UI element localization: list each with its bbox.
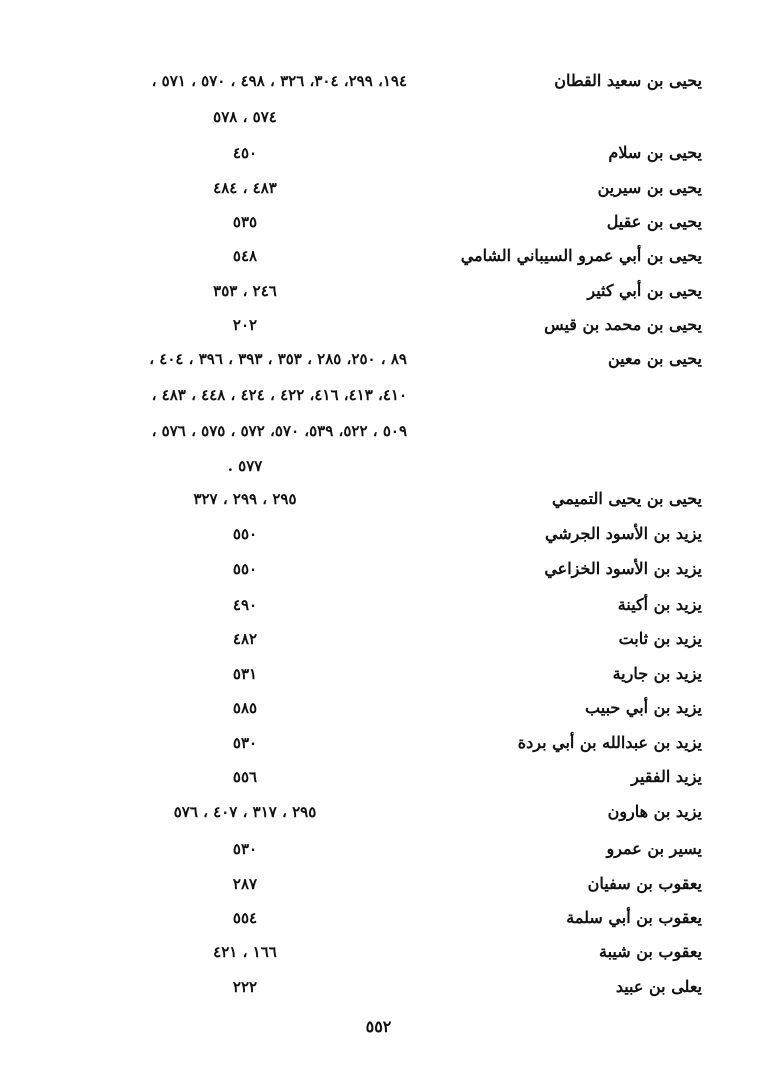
index-entry [0,138,757,168]
index-entry [0,310,757,340]
entry-pages: ٢٠٢ [232,316,258,334]
entry-pages: ١٩٤، ٢٩٩، ٣٠٤، ٣٢٦ ، ٤٩٨ ، ٥٧٠ ، ٥٧١ ، [151,72,407,90]
entry-pages: ٨٩ ، ٢٥٠، ٢٨٥ ، ٣٥٣ ، ٣٩٣ ، ٣٩٦ ، ٤٠٤ ، [149,350,407,368]
index-entry [0,869,757,899]
entry-pages: ٥٠٩ ، ٥٢٢، ٥٣٩، ٥٧٠، ٥٧٢ ، ٥٧٥ ، ٥٧٦ ، [151,422,407,440]
index-entry-continuation [0,451,757,481]
entry-pages: ٥٧٤ ، ٥٧٨ [213,108,277,126]
index-entry [0,590,757,620]
entry-pages: ٢٨٧ [232,875,258,893]
entry-pages: ٥٥٠ [232,525,258,543]
index-entry [0,519,757,549]
entry-name: يعلى بن عبيد [615,977,702,996]
entry-pages: ٥٣٥ [232,213,258,231]
entry-name: يحيى بن سلام [608,143,702,162]
entry-name: يزيد بن الأسود الخزاعي [544,559,702,578]
entry-name: يزيد بن أبي حبيب [585,698,702,717]
entry-name: يحيى بن أبي كثير [587,281,702,300]
index-entry [0,173,757,203]
index-entry-continuation [0,416,757,446]
index-entry [0,903,757,933]
entry-name: يسير بن عمرو [606,839,702,858]
entry-pages: ٢٤٦ ، ٣٥٣ [213,282,277,300]
entry-pages: ٤٩٠ [232,596,258,614]
index-entry [0,972,757,1002]
index-entry [0,762,757,792]
index-entry [0,797,757,827]
entry-name: يحيى بن محمد بن قيس [544,315,702,334]
entry-pages: ٤١٠، ٤١٣، ٤١٦، ٤٢٢ ، ٤٢٤ ، ٤٤٨ ، ٤٨٣ ، [151,386,407,404]
entry-pages: ٥٣١ [232,665,258,683]
entry-name: يحيى بن معين [607,349,702,368]
entry-name: يزيد بن ثابت [618,629,702,648]
entry-name: يحيى بن سعيد القطان [554,71,702,90]
index-entry [0,693,757,723]
entry-name: يحيى بن يحيى التميمي [551,489,702,508]
index-entry [0,484,757,514]
entry-pages: ١٦٦ ، ٤٢١ [213,943,277,961]
index-entry [0,241,757,271]
index-entry [0,659,757,689]
entry-name: يعقوب بن شيبة [598,942,702,961]
index-entry [0,276,757,306]
entry-name: يزيد بن أكينة [617,595,702,614]
entry-pages: ٤٨٢ [232,630,258,648]
index-entry [0,937,757,967]
entry-name: يحيى بن أبي عمرو السيباني الشامي [460,246,702,265]
entry-pages: ٥٥٠ [232,560,258,578]
entry-name: يزيد بن الأسود الجرشي [544,524,702,543]
index-entry [0,66,757,96]
entry-pages: ٥٥٤ [232,909,258,927]
index-entry [0,207,757,237]
entry-pages: ٥٤٨ [232,247,258,265]
entry-name: يزيد بن جارية [612,664,702,683]
entry-pages: ٥٣٠ [232,840,258,858]
entry-name: يزيد الفقير [631,767,702,786]
index-entry [0,728,757,758]
entry-pages: ٤٨٣ ، ٤٨٤ [213,179,277,197]
entry-name: يحيى بن سيرين [597,178,702,197]
entry-name: يحيى بن عقيل [606,212,702,231]
index-entry [0,834,757,864]
entry-pages: ٥٣٠ [232,734,258,752]
entry-pages: ٢٩٥ ، ٣١٧ ، ٤٠٧ ، ٥٧٦ [173,803,317,821]
entry-name: يزيد بن عبدالله بن أبي بردة [517,733,702,752]
entry-name: يعقوب بن أبي سلمة [566,908,702,927]
page-number: ٥٥٢ [365,1017,392,1036]
entry-pages: ٥٥٦ [232,768,258,786]
entry-pages: ٢٩٥ ، ٢٩٩ ، ٣٢٧ [193,490,297,508]
entry-pages: ٥٧٧ . [227,457,263,475]
entry-name: يعقوب بن سفيان [587,874,702,893]
entry-pages: ٤٥٠ [232,144,258,162]
index-entry-continuation [0,102,757,132]
entry-pages: ٢٢٢ [232,978,258,996]
entry-name: يزيد بن هارون [607,802,702,821]
index-entry-continuation [0,380,757,410]
index-entry [0,624,757,654]
index-entry [0,344,757,374]
entry-pages: ٥٨٥ [232,699,258,717]
index-entry [0,554,757,584]
